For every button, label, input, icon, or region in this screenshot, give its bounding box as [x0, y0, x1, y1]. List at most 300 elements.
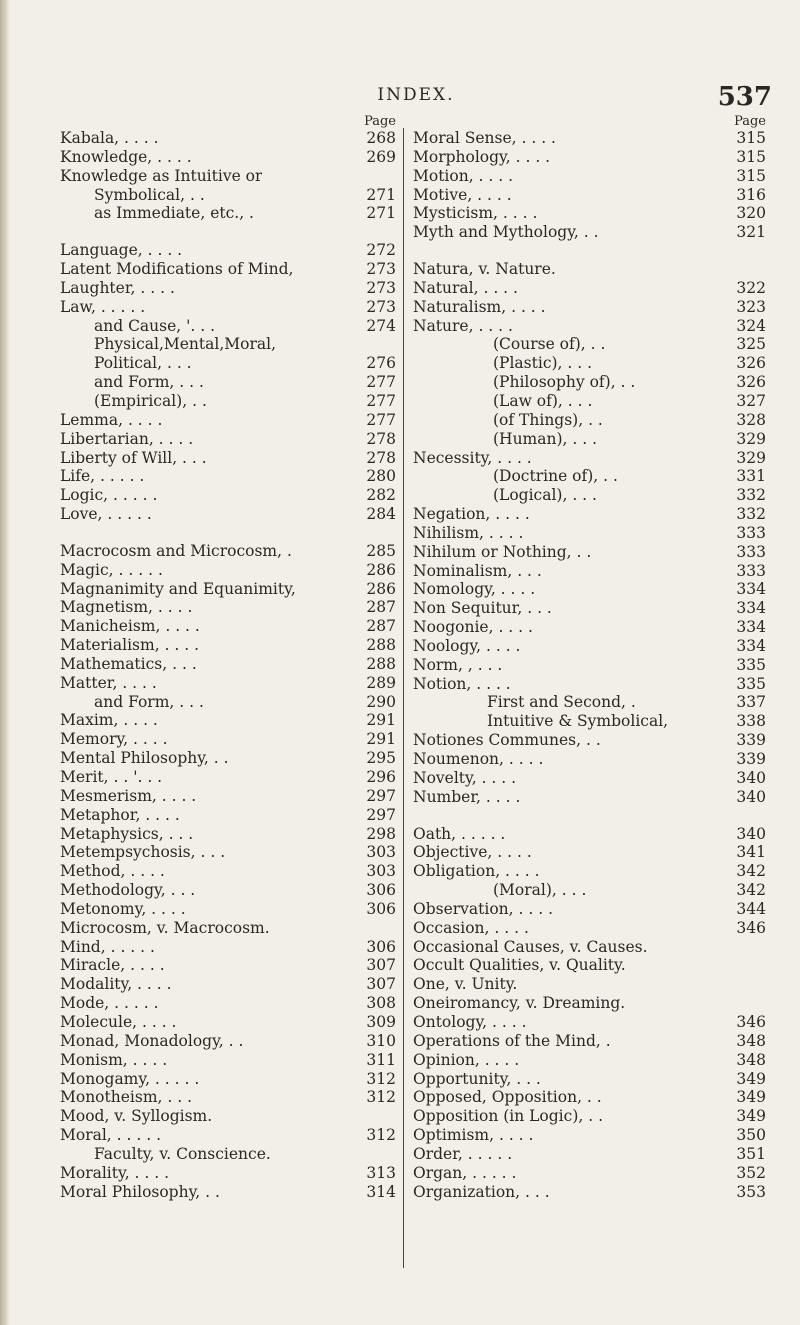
entry-label: Monad, Monadology, . .	[60, 1031, 244, 1050]
index-entry	[413, 430, 768, 449]
entry-label: Manicheism, . . . .	[60, 617, 200, 636]
index-entry	[413, 975, 768, 994]
index-entry	[413, 938, 768, 957]
index-entry	[60, 505, 398, 524]
index-entry	[60, 674, 398, 693]
index-entry	[60, 1164, 398, 1183]
entry-page-number: 308	[366, 994, 396, 1013]
entry-label: Mesmerism, . . . .	[60, 786, 197, 805]
index-entry	[413, 580, 768, 599]
index-entry	[60, 636, 398, 655]
entry-label: Notiones Communes, . .	[413, 731, 601, 750]
entry-page-number: 311	[366, 1050, 396, 1069]
entry-page-number: 277	[366, 410, 396, 429]
entry-label: Number, . . . .	[413, 787, 521, 806]
index-entry	[60, 919, 398, 938]
index-entry	[413, 129, 768, 148]
index-entry	[60, 787, 398, 806]
index-entry	[413, 467, 768, 486]
index-entry	[413, 562, 768, 581]
index-entry	[60, 1183, 398, 1202]
index-entry	[60, 1107, 398, 1126]
index-entry	[60, 825, 398, 844]
entry-page-number: 306	[366, 937, 396, 956]
index-entry	[413, 223, 768, 242]
entry-page-number: 291	[366, 730, 396, 749]
entry-label: Occasional Causes, v. Causes.	[413, 937, 648, 956]
entry-page-number: 273	[366, 278, 396, 297]
entry-page-number: 273	[366, 260, 396, 279]
index-entry	[413, 1145, 768, 1164]
index-entry	[60, 449, 398, 468]
entry-label: Monogamy, . . . . .	[60, 1069, 200, 1088]
entry-label: Mind, . . . . .	[60, 937, 155, 956]
entry-page-number: 348	[736, 1050, 766, 1069]
entry-label: Noology, . . . .	[413, 636, 521, 655]
index-entry	[413, 1183, 768, 1202]
index-entry	[60, 1070, 398, 1089]
entry-label: Metempsychosis, . . .	[60, 843, 226, 862]
index-entry	[60, 730, 398, 749]
entry-page-number: 291	[366, 711, 396, 730]
entry-label: Nomology, . . . .	[413, 580, 536, 599]
entry-page-number: 335	[736, 655, 766, 674]
index-column-right	[413, 115, 768, 1201]
entry-label: Occult Qualities, v. Quality.	[413, 956, 626, 975]
entry-page-number: 273	[366, 297, 396, 316]
index-entry	[60, 768, 398, 787]
entry-label: (Empirical), . .	[94, 391, 207, 410]
entry-label: Organ, . . . . .	[413, 1163, 517, 1182]
entry-page-number: 307	[366, 956, 396, 975]
entry-page-number: 327	[736, 391, 766, 410]
entry-page-number: 278	[366, 448, 396, 467]
entry-label: Oath, . . . . .	[413, 824, 506, 843]
entry-page-number: 329	[736, 429, 766, 448]
entry-label: Nihilism, . . . .	[413, 523, 524, 542]
entry-page-number: 351	[736, 1144, 766, 1163]
entry-page-number: 296	[366, 768, 396, 786]
entry-label: Knowledge as Intuitive or	[60, 166, 263, 185]
index-entry	[60, 204, 398, 223]
entry-page-number: 297	[366, 786, 396, 805]
index-entry	[413, 543, 768, 562]
entry-page-number: 332	[736, 486, 766, 505]
entry-label: Opportunity, . . .	[413, 1069, 541, 1088]
entry-label: (Plastic), . . .	[493, 354, 593, 373]
entry-page-number: 338	[736, 712, 766, 731]
index-entry	[413, 731, 768, 750]
index-entry	[60, 711, 398, 730]
index-entry	[413, 411, 768, 430]
index-entry	[60, 938, 398, 957]
entry-label: Optimism, . . . .	[413, 1126, 534, 1145]
index-entry	[413, 524, 768, 543]
entry-label: Motive, . . . .	[413, 185, 512, 204]
entry-page-number: 313	[366, 1163, 396, 1182]
entry-page-number: 326	[736, 373, 766, 392]
index-entry	[413, 354, 768, 373]
entry-label: Lemma, . . . .	[60, 410, 163, 429]
entry-label: Noogonie, . . . .	[413, 618, 533, 637]
entry-page-number: 268	[366, 129, 396, 147]
entry-label: Opposition (in Logic), . .	[413, 1107, 604, 1126]
entry-label: Methodology, . . .	[60, 881, 196, 900]
index-entry	[60, 580, 398, 599]
entry-page-number: 333	[736, 523, 766, 542]
entry-page-number: 276	[366, 354, 396, 373]
entry-label: Memory, . . . .	[60, 730, 168, 749]
entry-page-number: 312	[366, 1126, 396, 1145]
entry-label: Merit, . . '. . .	[60, 768, 163, 786]
entry-label: Libertarian, . . . .	[60, 429, 194, 448]
entry-page-number: 339	[736, 750, 766, 768]
index-entry	[60, 994, 398, 1013]
entry-page-number: 297	[366, 805, 396, 824]
entry-label: (Law of), . . .	[493, 391, 593, 410]
entry-label: Monotheism, . . .	[60, 1088, 192, 1107]
entry-label: Organization, . . .	[413, 1182, 550, 1201]
entry-label: (Philosophy of), . .	[493, 373, 636, 392]
entry-label: Intuitive & Symbolical,	[487, 712, 669, 731]
entry-label: Natura, v. Nature.	[413, 260, 556, 279]
entry-label: Law, . . . . .	[60, 297, 146, 316]
entry-page-number: 341	[736, 843, 766, 862]
entry-page-number: 353	[736, 1182, 766, 1201]
entry-label: Novelty, . . . .	[413, 768, 517, 787]
index-entry	[413, 373, 768, 392]
entry-page-number: 342	[736, 881, 766, 900]
index-entry	[413, 1013, 768, 1032]
index-entry	[60, 617, 398, 636]
entry-label: Physical,Mental,Moral,	[94, 335, 277, 354]
index-entry	[60, 862, 398, 881]
entry-label: Macrocosm and Microcosm, .	[60, 541, 292, 560]
entry-page-number: 340	[736, 824, 766, 843]
entry-label: Maxim, . . . .	[60, 711, 158, 730]
entry-page-number: 331	[736, 467, 766, 486]
entry-page-number: 303	[366, 843, 396, 862]
entry-page-number: 337	[736, 693, 766, 712]
entry-page-number: 315	[736, 129, 766, 147]
index-entry	[60, 749, 398, 768]
page-column-heading: Page	[364, 114, 396, 129]
entry-page-number: 348	[736, 1031, 766, 1050]
entry-label: (of Things), . .	[493, 410, 603, 429]
index-entry	[60, 392, 398, 411]
index-entry	[413, 335, 768, 354]
entry-page-number: 316	[736, 185, 766, 204]
entry-label: Moral Sense, . . . .	[413, 129, 556, 147]
entry-page-number: 334	[736, 580, 766, 599]
entry-label: First and Second, .	[487, 693, 636, 712]
entry-label: Political, . . .	[94, 354, 192, 373]
entry-page-number: 272	[366, 241, 396, 260]
entry-page-number: 334	[736, 636, 766, 655]
index-entry	[413, 1164, 768, 1183]
index-entry	[413, 505, 768, 524]
entry-page-number: 334	[736, 599, 766, 618]
entry-page-number: 274	[366, 316, 396, 335]
index-entry	[60, 693, 398, 712]
index-entry	[60, 129, 398, 148]
entry-label: and Form, . . .	[94, 373, 204, 392]
entry-page-number: 284	[366, 505, 396, 524]
index-entry	[413, 186, 768, 205]
entry-label: Microcosm, v. Macrocosm.	[60, 918, 270, 937]
index-entry	[413, 260, 768, 279]
entry-page-number: 340	[736, 768, 766, 787]
entry-label: Faculty, v. Conscience.	[94, 1144, 271, 1163]
index-entry	[60, 542, 398, 561]
entry-page-number: 271	[366, 185, 396, 204]
index-entry	[413, 769, 768, 788]
entry-page-number: 309	[366, 1012, 396, 1031]
index-entry	[413, 675, 768, 694]
index-entry	[60, 1013, 398, 1032]
page-number: 537	[717, 82, 772, 112]
index-entry	[413, 900, 768, 919]
entry-page-number: 352	[736, 1163, 766, 1182]
index-entry	[413, 637, 768, 656]
index-entry	[413, 788, 768, 807]
entry-label: Liberty of Will, . . .	[60, 448, 207, 467]
index-entry	[413, 1032, 768, 1051]
page-header	[60, 82, 772, 112]
entry-label: Mood, v. Syllogism.	[60, 1107, 213, 1126]
index-entry	[60, 411, 398, 430]
entry-label: (Doctrine of), . .	[493, 467, 618, 486]
index-entry	[60, 561, 398, 580]
entry-page-number: 332	[736, 505, 766, 524]
entry-label: Method, . . . .	[60, 862, 165, 881]
entry-label: Non Sequitur, . . .	[413, 599, 552, 618]
entry-page-number: 312	[366, 1088, 396, 1107]
index-entry	[60, 186, 398, 205]
entry-label: Kabala, . . . .	[60, 129, 159, 147]
entry-label: Morphology, . . . .	[413, 147, 551, 166]
index-entry	[60, 354, 398, 373]
entry-page-number: 346	[736, 918, 766, 937]
entry-page-number: 298	[366, 824, 396, 843]
entry-label: Mathematics, . . .	[60, 654, 197, 673]
index-entry	[60, 148, 398, 167]
index-entry	[413, 1126, 768, 1145]
index-entry	[413, 167, 768, 186]
entry-label: Magnanimity and Equanimity,	[60, 579, 296, 598]
index-entry	[413, 919, 768, 938]
entry-label: (Moral), . . .	[493, 881, 587, 900]
entry-page-number: 314	[366, 1182, 396, 1201]
index-entry	[413, 1088, 768, 1107]
entry-page-number: 346	[736, 1012, 766, 1031]
entry-label: Occasion, . . . .	[413, 918, 529, 937]
entry-page-number: 322	[736, 278, 766, 297]
entry-label: Knowledge, . . . .	[60, 147, 192, 166]
entry-page-number: 290	[366, 692, 396, 711]
entry-label: Notion, . . . .	[413, 674, 511, 693]
entry-page-number: 280	[366, 467, 396, 486]
entry-page-number: 307	[366, 975, 396, 994]
entry-page-number: 278	[366, 429, 396, 448]
index-entry-list	[413, 129, 768, 1201]
index-entry	[413, 825, 768, 844]
index-entry	[413, 298, 768, 317]
index-entry	[60, 956, 398, 975]
index-entry	[60, 806, 398, 825]
entry-page-number: 333	[736, 561, 766, 580]
running-title: INDEX.	[377, 85, 455, 105]
entry-label: Motion, . . . .	[413, 166, 514, 185]
entry-label: Mental Philosophy, . .	[60, 749, 229, 768]
entry-page-number: 312	[366, 1069, 396, 1088]
entry-page-number: 340	[736, 787, 766, 806]
index-entry	[60, 1032, 398, 1051]
index-entry	[60, 975, 398, 994]
entry-label: Magnetism, . . . .	[60, 598, 193, 617]
index-entry	[413, 712, 768, 731]
index-entry	[60, 598, 398, 617]
entry-label: Ontology, . . . .	[413, 1012, 527, 1031]
index-entry	[413, 656, 768, 675]
entry-label: Mysticism, . . . .	[413, 204, 538, 223]
entry-page-number: 329	[736, 448, 766, 467]
entry-page-number: 349	[736, 1069, 766, 1088]
index-entry	[60, 335, 398, 354]
entry-page-number: 315	[736, 166, 766, 185]
entry-page-number: 328	[736, 410, 766, 429]
entry-label: Symbolical, . .	[94, 185, 205, 204]
index-entry	[413, 994, 768, 1013]
entry-label: One, v. Unity.	[413, 975, 518, 994]
index-column-left	[60, 115, 398, 1201]
index-entry	[413, 618, 768, 637]
entry-label: Opinion, . . . .	[413, 1050, 520, 1069]
entry-label: Noumenon, . . . .	[413, 750, 544, 768]
entry-label: Metonomy, . . . .	[60, 899, 186, 918]
entry-label: Life, . . . . .	[60, 467, 145, 486]
entry-page-number: 344	[736, 899, 766, 918]
entry-label: Materialism, . . . .	[60, 636, 200, 655]
entry-page-number: 269	[366, 147, 396, 166]
entry-label: Miracle, . . . .	[60, 956, 165, 975]
index-entry	[413, 881, 768, 900]
entry-page-number: 349	[736, 1088, 766, 1107]
entry-page-number: 335	[736, 674, 766, 693]
index-entry	[413, 449, 768, 468]
index-entry	[413, 392, 768, 411]
entry-label: Observation, . . . .	[413, 899, 554, 918]
entry-label: Order, . . . . .	[413, 1144, 513, 1163]
entry-page-number: 326	[736, 354, 766, 373]
entry-page-number: 333	[736, 542, 766, 561]
index-entry	[60, 1088, 398, 1107]
entry-label: Modality, . . . .	[60, 975, 172, 994]
entry-label: Nihilum or Nothing, . .	[413, 542, 592, 561]
entry-page-number: 342	[736, 862, 766, 881]
entry-label: Mode, . . . . .	[60, 994, 159, 1013]
entry-page-number: 320	[736, 204, 766, 223]
index-entry	[60, 843, 398, 862]
index-entry	[60, 1051, 398, 1070]
entry-page-number: 277	[366, 373, 396, 392]
entry-label: Natural, . . . .	[413, 278, 518, 297]
entry-page-number: 306	[366, 881, 396, 900]
entry-label: and Form, . . .	[94, 692, 204, 711]
entry-label: Metaphor, . . . .	[60, 805, 180, 824]
entry-page-number: 287	[366, 617, 396, 636]
entry-page-number: 277	[366, 391, 396, 410]
entry-page-number: 334	[736, 618, 766, 637]
index-entry	[60, 373, 398, 392]
entry-page-number: 310	[366, 1031, 396, 1050]
index-entry	[60, 467, 398, 486]
entry-label: Nominalism, . . .	[413, 561, 542, 580]
entry-page-number: 306	[366, 899, 396, 918]
entry-page-number: 350	[736, 1126, 766, 1145]
index-entry	[60, 279, 398, 298]
entry-page-number: 271	[366, 204, 396, 223]
entry-page-number: 325	[736, 335, 766, 354]
entry-page-number: 288	[366, 654, 396, 673]
entry-label: Norm, , . . .	[413, 655, 503, 674]
entry-label: Morality, . . . .	[60, 1163, 170, 1182]
entry-label: Magic, . . . . .	[60, 560, 163, 579]
entry-label: Negation, . . . .	[413, 505, 530, 524]
entry-label: Naturalism, . . . .	[413, 297, 546, 316]
page-binding-shadow	[0, 0, 10, 1325]
entry-page-number: 286	[366, 560, 396, 579]
entry-page-number: 287	[366, 598, 396, 617]
entry-page-number: 288	[366, 636, 396, 655]
entry-label: Oneiromancy, v. Dreaming.	[413, 994, 626, 1013]
index-entry	[60, 1126, 398, 1145]
entry-label: Matter, . . . .	[60, 673, 157, 692]
column-divider	[403, 128, 404, 1268]
entry-page-number: 315	[736, 147, 766, 166]
entry-label: Nature, . . . .	[413, 316, 513, 335]
entry-label: and Cause, '. . .	[94, 316, 216, 335]
entry-label: Latent Modifications of Mind,	[60, 260, 294, 279]
entry-label: Love, . . . . .	[60, 505, 152, 524]
entry-label: Obligation, . . . .	[413, 862, 540, 881]
index-entry	[413, 204, 768, 223]
index-entry	[60, 430, 398, 449]
entry-page-number: 324	[736, 316, 766, 335]
entry-page-number: 289	[366, 673, 396, 692]
entry-label: Laughter, . . . .	[60, 278, 175, 297]
index-entry	[60, 260, 398, 279]
entry-label: Operations of the Mind, .	[413, 1031, 611, 1050]
entry-page-number: 295	[366, 749, 396, 768]
entry-page-number: 303	[366, 862, 396, 881]
entry-label: Moral, . . . . .	[60, 1126, 162, 1145]
index-entry	[413, 279, 768, 298]
entry-page-number: 349	[736, 1107, 766, 1126]
index-entry	[413, 750, 768, 769]
index-entry	[413, 317, 768, 336]
index-entry	[60, 167, 398, 186]
entry-label: Logic, . . . . .	[60, 486, 158, 505]
index-entry	[413, 486, 768, 505]
index-entry	[60, 298, 398, 317]
index-entry	[413, 862, 768, 881]
entry-label: Molecule, . . . .	[60, 1012, 177, 1031]
entry-page-number: 285	[366, 541, 396, 560]
entry-label: Moral Philosophy, . .	[60, 1182, 220, 1201]
index-entry-list	[60, 129, 398, 1201]
entry-label: Objective, . . . .	[413, 843, 532, 862]
